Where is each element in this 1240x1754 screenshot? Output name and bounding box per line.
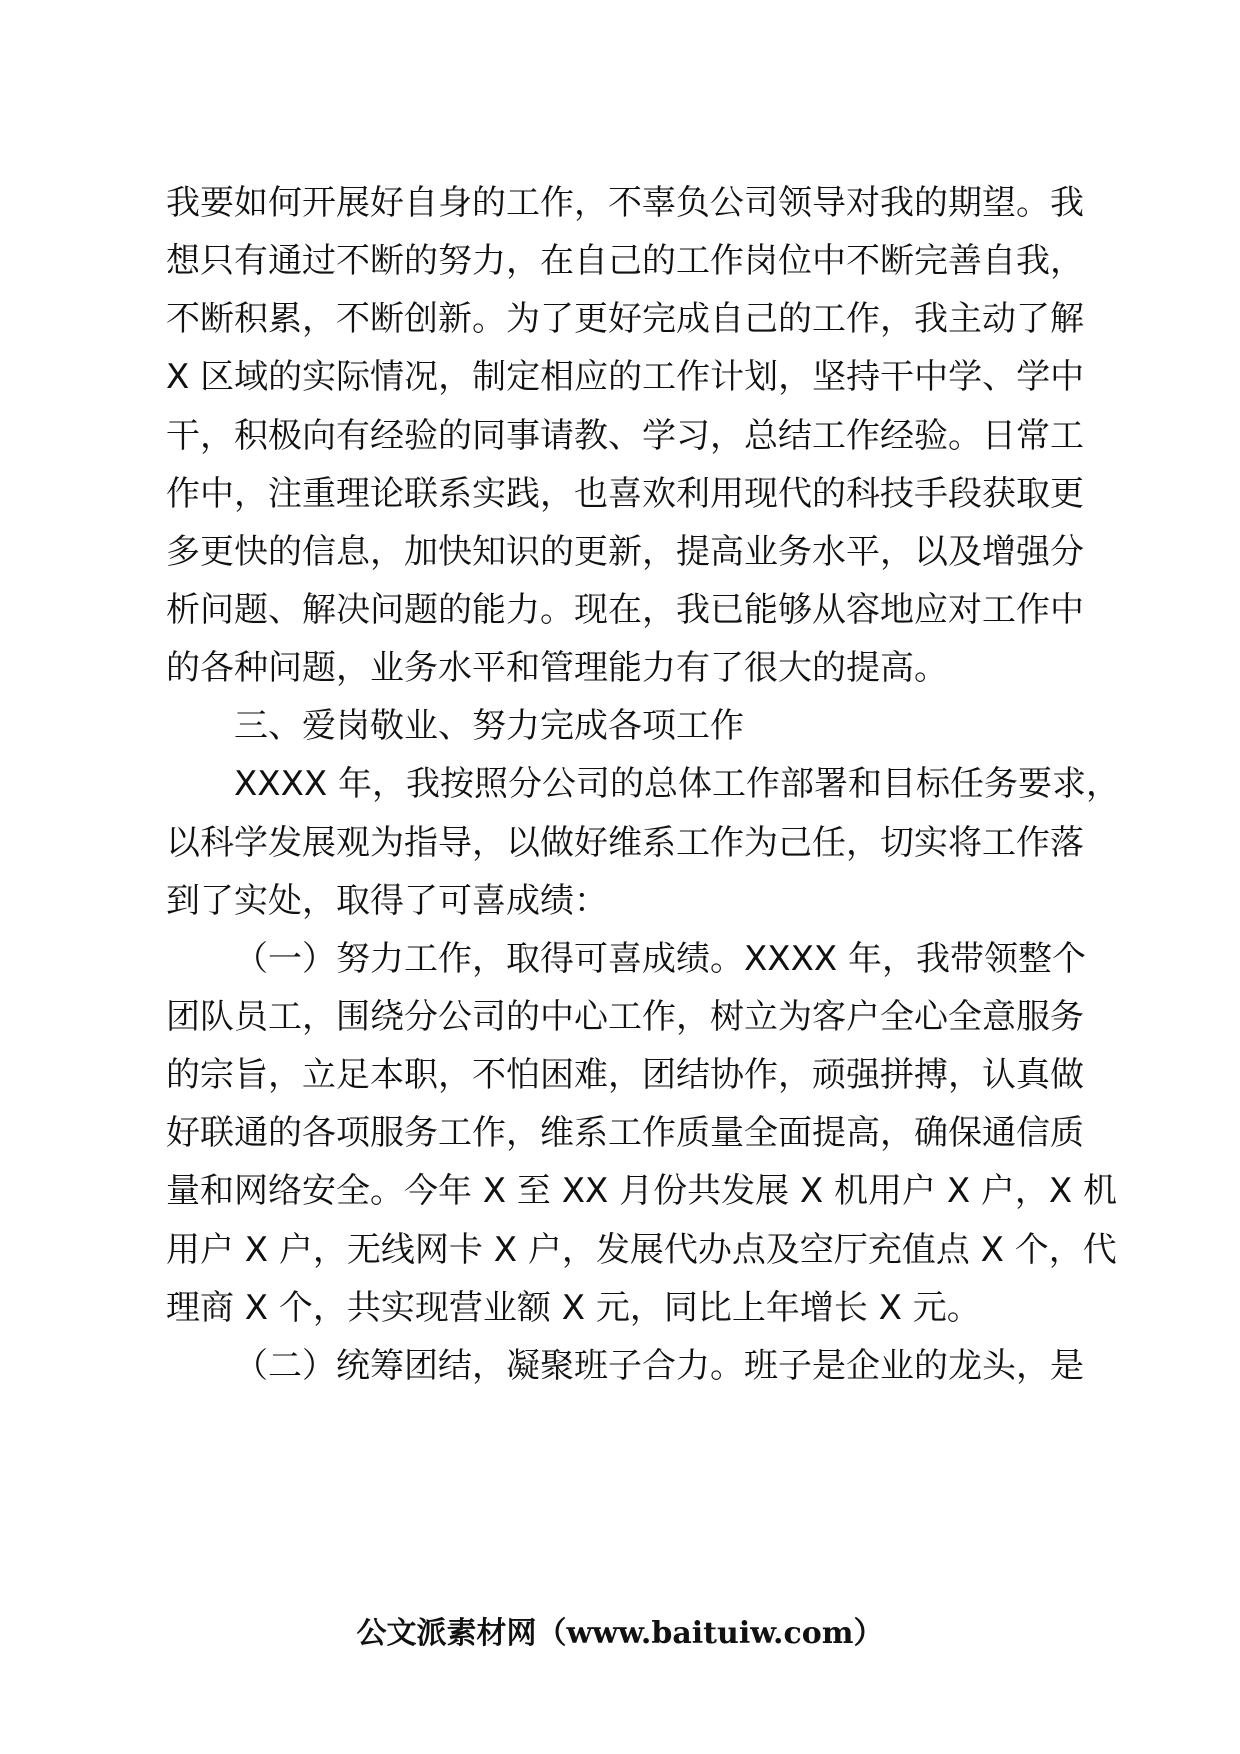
footer-watermark: 公文派素材网（www.baituiw.com） [356,1616,884,1651]
text-line: 团队员工，围绕分公司的中心工作，树立为客户全心全意服务 [166,997,1084,1037]
text-line: 我要如何开展好自身的工作，不辜负公司领导对我的期望。我 [166,183,1084,223]
text-line: 多更快的信息，加快知识的更新，提高业务水平，以及增强分 [166,532,1084,572]
text-line: 量和网络安全。今年 X 至 XX 月份共发展 X 机用户 X 户，X 机 [166,1171,1118,1211]
text-line: 的各种问题，业务水平和管理能力有了很大的提高。 [166,648,948,688]
text-line: 不断积累，不断创新。为了更好完成自己的工作，我主动了解 [166,299,1084,339]
text-line: 理商 X 个，共实现营业额 X 元，同比上年增长 X 元。 [166,1288,981,1328]
text-line: XXXX 年，我按照分公司的总体工作部署和目标任务要求， [234,764,1120,804]
text-line: 的宗旨，立足本职，不怕困难，团结协作，顽强拼搏，认真做 [166,1055,1084,1095]
text-line: 析问题、解决问题的能力。现在，我已能够从容地应对工作中 [166,590,1084,630]
section-heading: 三、爱岗敬业、努力完成各项工作 [234,706,744,746]
text-line: 想只有通过不断的努力，在自己的工作岗位中不断完善自我， [166,241,1084,281]
text-line: 干，积极向有经验的同事请教、学习，总结工作经验。日常工 [166,416,1084,456]
text-line: 到了实处，取得了可喜成绩： [166,881,608,921]
text-line: 作中，注重理论联系实践，也喜欢利用现代的科技手段获取更 [166,474,1084,514]
text-line: X 区域的实际情况，制定相应的工作计划，坚持干中学、学中 [166,357,1085,397]
text-line: 好联通的各项服务工作，维系工作质量全面提高，确保通信质 [166,1113,1084,1153]
subsection-line: （一）努力工作，取得可喜成绩。XXXX 年，我带领整个 [234,939,1086,979]
subsection-line: （二）统筹团结，凝聚班子合力。班子是企业的龙头，是 [234,1346,1084,1386]
text-line: 用户 X 户，无线网卡 X 户，发展代办点及空厅充值点 X 个，代 [166,1230,1117,1270]
text-line: 以科学发展观为指导，以做好维系工作为己任，切实将工作落 [166,823,1084,863]
